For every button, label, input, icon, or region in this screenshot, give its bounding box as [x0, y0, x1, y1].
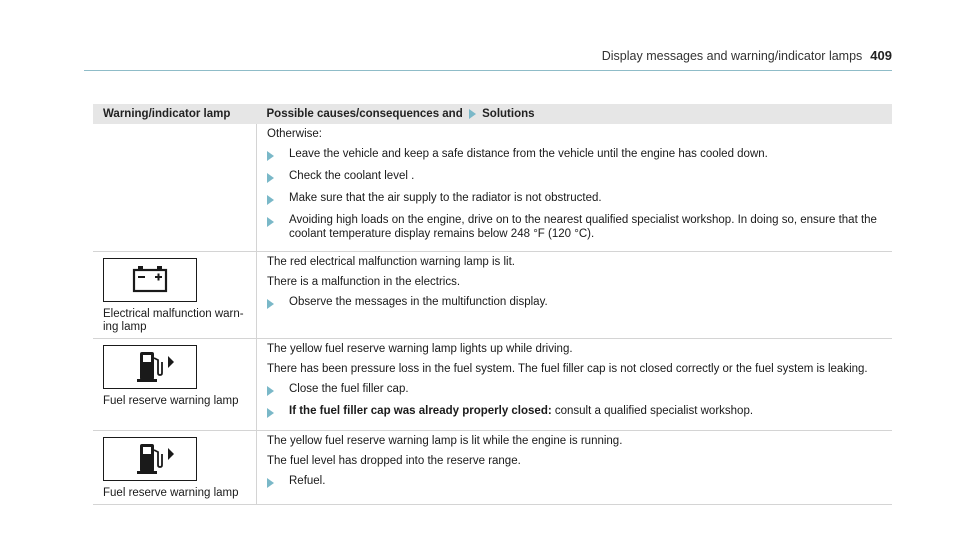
cause-text: The yellow fuel reserve warning lamp is lit while the engine is running.: [267, 435, 623, 447]
arrow-right-icon: [469, 109, 476, 119]
step-text: Make sure that the air supply to the radiator is not obstructed.: [289, 192, 602, 204]
table-row: [93, 431, 892, 505]
fuel-pump-icon: [104, 438, 195, 479]
cause-text: The fuel level has dropped into the reserve range.: [267, 455, 521, 467]
fuel-pump-icon: [104, 346, 195, 387]
cause-text: The yellow fuel reserve warning lamp lights up while driving.: [267, 343, 573, 355]
solution-step: [267, 147, 884, 163]
cause-text: The red electrical malfunction warning lamp is lit.: [267, 256, 515, 268]
solution-step: [267, 474, 884, 490]
step-text: Leave the vehicle and keep a safe distance from the vehicle until the engine has cooled down.: [289, 148, 768, 160]
lamp-cell: [93, 339, 257, 431]
lamp-symbol-frame: [103, 258, 197, 302]
causes-cell: [257, 124, 893, 252]
col-header-causes: [257, 104, 893, 124]
lamp-label-line2: ing lamp: [103, 321, 147, 333]
lamp-label: [103, 308, 248, 334]
solution-step: [267, 404, 884, 420]
solution-step: [267, 295, 884, 311]
col-header-lamp: Warning/indicator lamp: [93, 104, 257, 124]
battery-icon: [104, 259, 195, 300]
lamp-label: Fuel reserve warning lamp: [103, 395, 239, 407]
arrow-right-icon: [267, 478, 274, 488]
solution-step: [267, 191, 884, 207]
step-text: Observe the messages in the multifunction display.: [289, 296, 548, 308]
lamp-symbol-frame: [103, 437, 197, 481]
table-row: [93, 339, 892, 431]
page-number: 409: [870, 48, 892, 63]
causes-cell: [257, 339, 893, 431]
step-text: Avoiding high loads on the engine, drive on to the nearest qualified specialist workshop. In doing so, ensure that the coolant temperature display remains below 248 °F (120 °C).: [289, 214, 877, 240]
lamp-label-line1: Electrical malfunction warn-: [103, 308, 244, 320]
step-text: [289, 404, 884, 420]
intro-text: Otherwise:: [267, 128, 322, 140]
arrow-right-icon: [267, 151, 274, 161]
page-header: [602, 48, 892, 63]
solution-step: [267, 169, 884, 185]
table-row: [93, 124, 892, 252]
lamp-symbol-frame: [103, 345, 197, 389]
col-header-solutions-text: Solutions: [482, 108, 535, 120]
causes-cell: [257, 252, 893, 339]
step-text: Close the fuel filler cap.: [289, 383, 409, 395]
step-condition: If the fuel filler cap was already properly closed:: [289, 405, 552, 417]
arrow-right-icon: [267, 217, 274, 227]
col-header-causes-text: Possible causes/consequences and: [266, 108, 463, 120]
table-row: [93, 252, 892, 339]
solution-step: [267, 213, 884, 241]
lamp-cell: [93, 124, 257, 252]
page-title: Display messages and warning/indicator lamps: [601, 49, 863, 63]
step-text: Check the coolant level .: [289, 170, 415, 182]
solution-step: [267, 382, 884, 398]
step-action: consult a qualified specialist workshop.: [551, 405, 754, 417]
warning-lamp-table: [93, 104, 892, 505]
table-header-row: [93, 104, 892, 124]
arrow-right-icon: [267, 299, 274, 309]
step-text: Refuel.: [289, 475, 326, 487]
cause-text: There is a malfunction in the electrics.: [267, 276, 461, 288]
arrow-right-icon: [267, 173, 274, 183]
lamp-cell: [93, 431, 257, 505]
arrow-right-icon: [267, 386, 274, 396]
header-rule: [84, 70, 892, 71]
causes-cell: [257, 431, 893, 505]
lamp-label: Fuel reserve warning lamp: [103, 487, 239, 499]
arrow-right-icon: [267, 195, 274, 205]
cause-text: There has been pressure loss in the fuel system. The fuel filler cap is not closed correctly or the fuel system is leaking.: [267, 363, 868, 375]
lamp-cell: [93, 252, 257, 339]
arrow-right-icon: [267, 408, 274, 418]
